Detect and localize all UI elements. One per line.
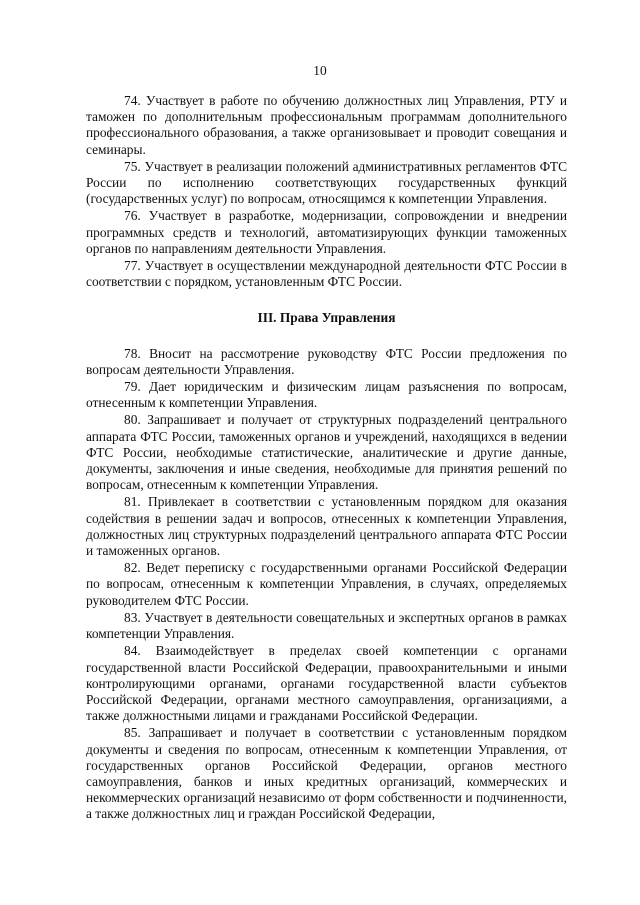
section-heading: III. Права Управления	[257, 310, 396, 326]
paragraph-75: 75. Участвует в реализации положений административных регламентов ФТС России по исполнению соответствующих государственных функций (государственных услуг) по вопросам, относящимся к компетенции Управления.	[86, 158, 567, 207]
paragraph-80: 80. Запрашивает и получает от структурных подразделений центрального аппарата ФТС России, таможенных органов и учреждений, находящихся в ведении ФТС России, необходимые статистические, аналитические и другие данные, документы, заключения и иные сведения, необходимые для принятия решений по вопросам, отнесенным к компетенции Управления.	[86, 412, 567, 493]
document-body	[86, 93, 567, 824]
page-number: 10	[313, 63, 327, 78]
paragraph-76: 76. Участвует в разработке, модернизации, сопровождении и внедрении программных средств и технологий, автоматизирующих функции таможенных органов по направлениям деятельности Управления.	[86, 208, 567, 256]
paragraph-77: 77. Участвует в осуществлении международной деятельности ФТС России в соответствии с порядком, установленным ФТС России.	[86, 258, 567, 290]
paragraph-82: 82. Ведет переписку с государственными органами Российской Федерации по вопросам, отнесенным к компетенции Управления, в случаях, определяемых руководителем ФТС России.	[86, 560, 567, 608]
paragraph-78: 78. Вносит на рассмотрение руководству ФТС России предложения по вопросам деятельности Управления.	[86, 345, 567, 377]
paragraph-81: 81. Привлекает в соответствии с установленным порядком для оказания содействия в решении задач и вопросов, отнесенных к компетенции Управления, должностных лиц структурных подразделений центрального аппарата ФТС России и таможенных органов.	[86, 494, 567, 559]
paragraph-79: 79. Дает юридическим и физическим лицам разъяснения по вопросам, отнесенным к компетенции Управления.	[86, 379, 567, 411]
paragraph-83: 83. Участвует в деятельности совещательных и экспертных органов в рамках компетенции Управления.	[86, 609, 567, 642]
paragraph-85: 85. Запрашивает и получает в соответствии с установленным порядком документы и сведения по вопросам, отнесенным к компетенции Управления, от государственных органов Российской Федерации, органов местного самоуправления, банков и иных кредитных организаций, коммерческих и некоммерческих организаций независимо от форм собственности и подчиненности, а также должностных лиц и граждан Российской Федерации,	[86, 725, 567, 822]
paragraph-74: 74. Участвует в работе по обучению должностных лиц Управления, РТУ и таможен по дополнительным профессиональным программам дополнительного профессионального образования, а также организовывает и проводит совещания и семинары.	[86, 93, 567, 157]
paragraph-84: 84. Взаимодействует в пределах своей компетенции с органами государственной власти Российской Федерации, правоохранительными и иными контролирующими органами, органами государственной власти субъектов Российской Федерации, органами местного самоуправления, организациями, а также должностными лицами и гражданами Российской Федерации.	[86, 643, 567, 724]
